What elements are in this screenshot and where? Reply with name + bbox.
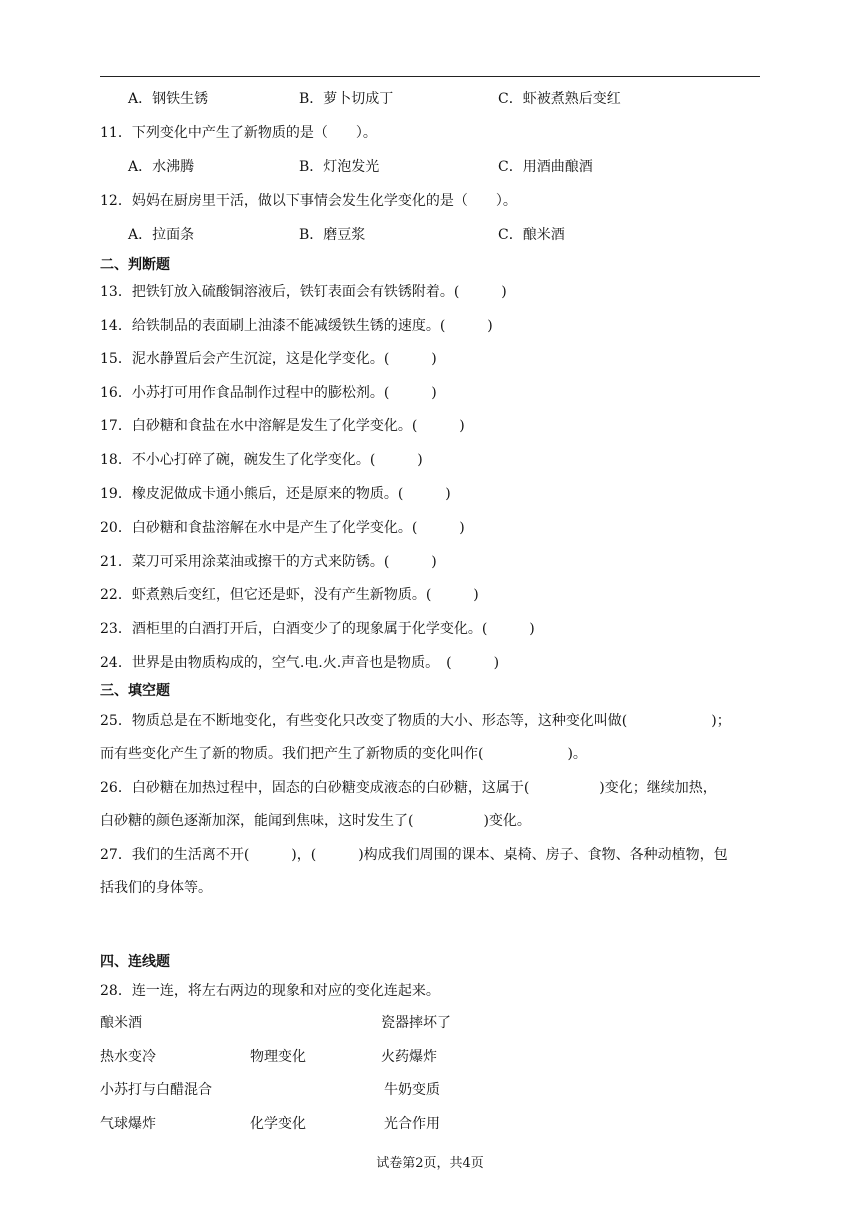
match-left-item: 热水变冷 [100,1049,156,1065]
judgment-item: 13．把铁钉放入硫酸铜溶液后，铁钉表面会有铁锈附着。( ) [100,284,507,300]
section-title-fill: 三、填空题 [100,683,170,699]
q10-option-a: A．钢铁生锈 [128,91,209,107]
match-middle-item: 化学变化 [250,1116,306,1132]
fill-line: 而有些变化产生了新的物质。我们把产生了新物质的变化叫作( )。 [100,746,587,762]
match-left-item: 酿米酒 [100,1015,142,1031]
match-right-item: 光合作用 [384,1116,440,1132]
q11-option-b: B．灯泡发光 [299,159,380,175]
match-right-item: 火药爆炸 [381,1049,437,1065]
section-title-judgment: 二、判断题 [100,257,170,273]
fill-line: 括我们的身体等。 [100,880,212,896]
match-left-item: 小苏打与白醋混合 [100,1082,212,1098]
header-rule [100,76,760,77]
judgment-item: 20．白砂糖和食盐溶解在水中是产生了化学变化。( ) [100,520,465,536]
judgment-item: 15．泥水静置后会产生沉淀，这是化学变化。( ) [100,351,437,367]
q11-option-a: A．水沸腾 [128,159,195,175]
q12-option-c: C．酿米酒 [498,227,565,243]
q11-option-c: C．用酒曲酿酒 [498,159,593,175]
judgment-item: 21．菜刀可采用涂菜油或擦干的方式来防锈。( ) [100,554,437,570]
q28-stem: 28．连一连，将左右两边的现象和对应的变化连起来。 [100,983,440,999]
q12-stem: 12．妈妈在厨房里干活，做以下事情会发生化学变化的是（ ）。 [100,193,517,209]
judgment-item: 23．酒柜里的白酒打开后，白酒变少了的现象属于化学变化。( ) [100,621,535,637]
page-footer: 试卷第2页，共4页 [376,1156,484,1171]
fill-line: 白砂糖的颜色逐渐加深，能闻到焦味，这时发生了( )变化。 [100,813,531,829]
judgment-item: 19．橡皮泥做成卡通小熊后，还是原来的物质。( ) [100,486,451,502]
match-left-item: 气球爆炸 [100,1116,156,1132]
judgment-item: 24．世界是由物质构成的，空气.电.火.声音也是物质。 ( ) [100,655,500,671]
q11-stem: 11．下列变化中产生了新物质的是（ ）。 [100,125,377,141]
judgment-item: 18．不小心打碎了碗，碗发生了化学变化。( ) [100,452,423,468]
fill-line: 25．物质总是在不断地变化，有些变化只改变了物质的大小、形态等，这种变化叫做( )； [100,713,731,729]
fill-line: 27．我们的生活离不开( )，( )构成我们周围的课本、桌椅、房子、食物、各种动植物，包 [100,847,728,863]
section-title-matching: 四、连线题 [100,954,170,970]
match-right-item: 瓷器摔坏了 [381,1015,451,1031]
match-right-item: 牛奶变质 [384,1082,440,1098]
judgment-item: 16．小苏打可用作食品制作过程中的膨松剂。( ) [100,385,437,401]
judgment-item: 14．给铁制品的表面刷上油漆不能减缓铁生锈的速度。( ) [100,318,493,334]
q10-option-c: C．虾被煮熟后变红 [498,91,621,107]
match-middle-item: 物理变化 [250,1049,306,1065]
q12-option-b: B．磨豆浆 [299,227,366,243]
judgment-item: 22．虾煮熟后变红，但它还是虾，没有产生新物质。( ) [100,587,479,603]
q10-option-b: B．萝卜切成丁 [299,91,394,107]
q12-option-a: A．拉面条 [128,227,195,243]
judgment-item: 17．白砂糖和食盐在水中溶解是发生了化学变化。( ) [100,418,465,434]
fill-line: 26．白砂糖在加热过程中，固态的白砂糖变成液态的白砂糖，这属于( )变化；继续加热， [100,780,717,796]
